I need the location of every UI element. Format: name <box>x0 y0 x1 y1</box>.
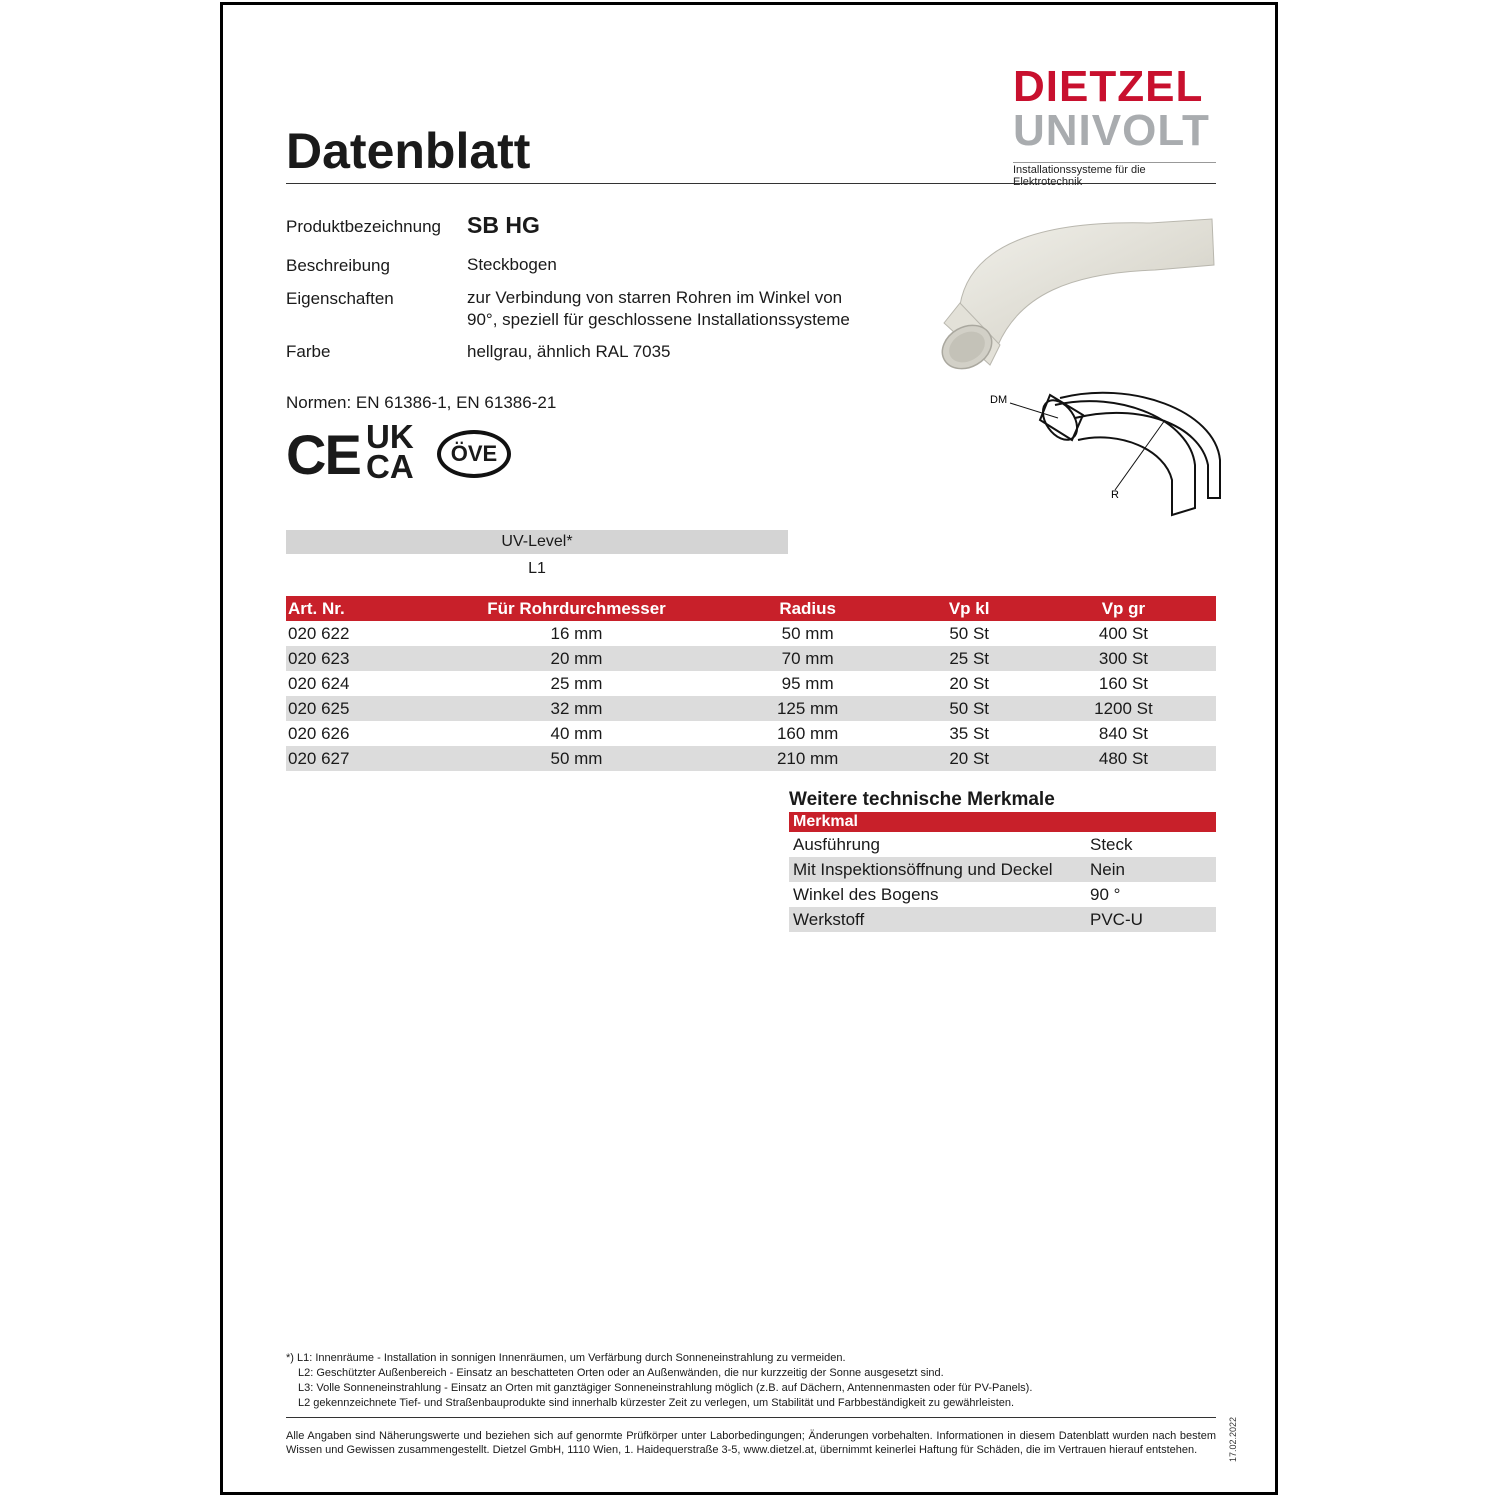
ukca-mark <box>366 418 414 485</box>
col-radius: Radius <box>708 596 908 621</box>
cell-rohrdurchmesser: 16 mm <box>550 623 603 643</box>
cell-wert: 90 ° <box>1090 884 1121 904</box>
cell-vp-kl: 20 St <box>907 746 1030 771</box>
tech-section-title: Weitere technische Merkmale <box>789 789 1055 810</box>
cell-rohrdurchmesser: 50 mm <box>445 746 708 771</box>
cell-art-nr: 020 627 <box>286 746 445 771</box>
cell-rohrdurchmesser: 20 mm <box>445 646 708 671</box>
properties-line-1: zur Verbindung von starren Rohren im Winkel von <box>467 288 843 307</box>
bend-diagram <box>980 380 1225 520</box>
cell-wert: PVC-U <box>1086 907 1216 932</box>
col-art-nr: Art. Nr. <box>286 596 445 621</box>
normen-value: EN 61386-1, EN 61386-21 <box>355 393 557 412</box>
product-photo <box>930 205 1220 385</box>
cell-vp-kl: 20 St <box>949 673 990 693</box>
cell-art-nr: 020 625 <box>286 696 445 721</box>
r-label: R <box>1111 489 1119 501</box>
ove-mark: ÖVE <box>437 430 511 478</box>
cell-merkmal: Winkel des Bogens <box>793 884 939 904</box>
normen-line <box>286 393 556 413</box>
logo-dietzel: DIETZEL <box>1013 62 1204 111</box>
table-row <box>789 857 1216 882</box>
footnote-l2: L2: Geschützter Außenbereich - Einsatz an beschatteten Orten oder an Außenwänden, die nur kurzzeitig der Sonne ausgesetzt sind. <box>298 1367 944 1379</box>
cell-vp-gr: 480 St <box>1031 746 1216 771</box>
cell-vp-gr: 160 St <box>1098 673 1149 693</box>
col-merkmal: Merkmal <box>789 812 1216 832</box>
uv-level-header: UV-Level* <box>286 530 788 554</box>
uv-footnotes <box>286 1351 1216 1411</box>
color-label: Farbe <box>286 342 331 361</box>
table-row <box>286 696 1216 721</box>
cell-art-nr: 020 626 <box>288 723 350 743</box>
cell-merkmal: Mit Inspektionsöffnung und Deckel <box>789 857 1086 882</box>
ce-mark: CE <box>286 423 360 486</box>
col-vp-gr: Vp gr <box>1031 596 1216 621</box>
footnote-l1: *) L1: Innenräume - Installation in sonnigen Innenräumen, um Verfärbung durch Sonneneinstrahlung zu vermeiden. <box>286 1352 846 1364</box>
logo-tagline: Installationssysteme für die Elektrotechnik <box>1013 162 1216 188</box>
product-name-label: Produktbezeichnung <box>286 217 442 236</box>
cell-art-nr: 020 622 <box>288 623 350 643</box>
properties-label: Eigenschaften <box>286 289 394 308</box>
description-value: Steckbogen <box>467 255 557 274</box>
cell-vp-kl: 25 St <box>907 646 1030 671</box>
article-table-header <box>286 596 1216 621</box>
cell-radius: 70 mm <box>708 646 908 671</box>
tech-table-header <box>789 812 1216 832</box>
table-row <box>789 832 1216 857</box>
table-row <box>286 746 1216 771</box>
uv-level-value: L1 <box>528 560 546 577</box>
col-rohrdurchmesser: Für Rohrdurchmesser <box>445 596 708 621</box>
cell-vp-gr: 840 St <box>1098 723 1149 743</box>
cell-radius: 210 mm <box>708 746 908 771</box>
ukca-line-1: UK <box>366 418 414 455</box>
cell-merkmal: Werkstoff <box>789 907 1086 932</box>
cell-art-nr: 020 623 <box>286 646 445 671</box>
cell-vp-kl: 35 St <box>949 723 990 743</box>
properties-line-2: 90°, speziell für geschlossene Installationssysteme <box>467 310 850 329</box>
cell-rohrdurchmesser: 25 mm <box>550 673 603 693</box>
cell-radius: 125 mm <box>708 696 908 721</box>
logo-univolt: UNIVOLT <box>1013 106 1210 155</box>
tech-table <box>789 812 1216 932</box>
disclaimer-text: Alle Angaben sind Näherungswerte und beziehen sich auf genormte Prüfkörper unter Laborbedingungen; Änderungen vorbehalten. Informationen in diesem Datenblatt wurden nach bestem Wissen und Gewissen zusammengestellt. Dietzel GmbH, 1110 Wien, 1. Haidequerstraße 3-5, www.dietzel.at, übernimmt keinerlei Haftung für Schäden, die im Vertrauen hierauf entstehen. <box>286 1430 1216 1456</box>
cell-vp-kl: 50 St <box>907 696 1030 721</box>
table-row <box>286 671 1216 696</box>
table-row <box>286 621 1216 646</box>
cell-radius: 160 mm <box>776 723 839 743</box>
table-row <box>286 721 1216 746</box>
document-date: 17.02.2022 <box>1228 1416 1238 1462</box>
footnote-l3: L3: Volle Sonneneinstrahlung - Einsatz an Orten mit ganztägiger Sonneneinstrahlung möglich (z.B. auf Dächern, Antennenmasten oder für PV-Panels). <box>298 1382 1033 1394</box>
cell-vp-kl: 50 St <box>949 623 990 643</box>
footnote-l4: L2 gekennzeichnete Tief- und Straßenbauprodukte sind innerhalb kürzester Zeit zu verlegen, um Stabilität und Farbbeständigkeit zu gewährleisten. <box>298 1397 1015 1409</box>
article-table <box>286 596 1216 771</box>
description-label: Beschreibung <box>286 256 390 275</box>
cell-rohrdurchmesser: 40 mm <box>550 723 603 743</box>
col-vp-kl: Vp kl <box>907 596 1030 621</box>
cell-merkmal: Ausführung <box>793 834 880 854</box>
table-row <box>789 907 1216 932</box>
cell-vp-gr: 300 St <box>1031 646 1216 671</box>
cell-wert: Steck <box>1090 834 1133 854</box>
cell-vp-gr: 400 St <box>1098 623 1149 643</box>
product-name-value: SB HG <box>467 212 540 238</box>
table-row <box>286 646 1216 671</box>
cell-radius: 50 mm <box>781 623 834 643</box>
color-value: hellgrau, ähnlich RAL 7035 <box>467 342 671 361</box>
cell-wert: Nein <box>1086 857 1216 882</box>
cell-vp-gr: 1200 St <box>1031 696 1216 721</box>
footer-divider <box>286 1417 1216 1418</box>
ukca-line-2: CA <box>366 448 414 485</box>
dm-label: DM <box>990 394 1008 406</box>
cell-rohrdurchmesser: 32 mm <box>445 696 708 721</box>
cell-radius: 95 mm <box>781 673 834 693</box>
table-row <box>789 882 1216 907</box>
page-title: Datenblatt <box>286 123 531 179</box>
normen-label: Normen: <box>286 393 352 412</box>
cell-art-nr: 020 624 <box>288 673 350 693</box>
